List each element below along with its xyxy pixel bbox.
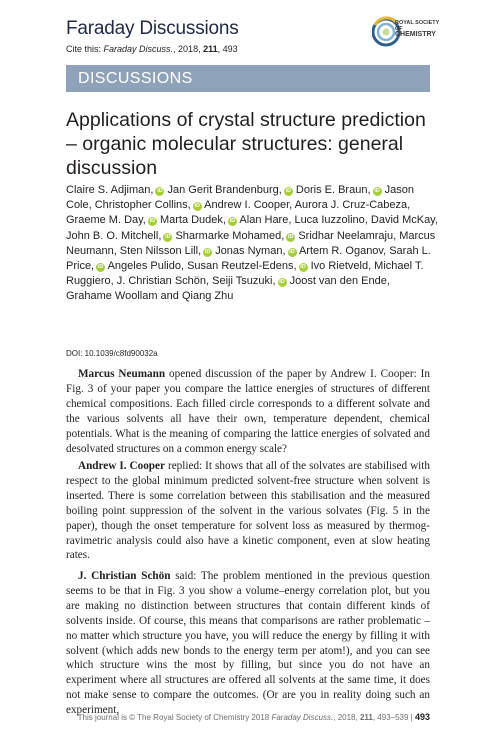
paragraph-text: opened discussion of the paper by Andrew I. Cooper: In Fig. 3 of your paper you compare the lattice energies of structures of different chemical compositions. Each filled circle corresponds to a different solvate and the various solvents all have their own, temperature dependent, chemical potentials. What is the meaning of comparing the lattice energies of solvated and desolvated structures on a common energy scale?: [66, 368, 430, 455]
author-name: Andrew I. Cooper, Aurora J. Cruz-Cabeza, Graeme M. Day,: [66, 199, 411, 227]
orcid-icon[interactable]: iD: [229, 218, 236, 225]
orcid-icon[interactable]: iD: [97, 264, 104, 271]
logo-line2: OF: [395, 26, 403, 32]
orcid-icon[interactable]: iD: [374, 188, 380, 194]
cite-year: , 2018,: [173, 44, 204, 54]
orcid-icon[interactable]: iD: [149, 218, 156, 225]
paragraph-text: replied: It shows that all of the solvates are stabilised with respect to the global minimum predicted solvent-free structure when solvent is inserted. There is some correlation between this stabilisation and the measured boiling point suppression of the solvent in the various solvates (Fig. 5 in the paper), though the onset temperature for solvent loss as measured by thermogravimetric analysis could also have a kinetic component, even at slow heating rates.: [66, 460, 430, 562]
orcid-icon[interactable]: iD: [165, 233, 171, 240]
discussion-paragraph: [66, 569, 430, 718]
discussion-paragraph: [66, 459, 430, 563]
author-list: [66, 183, 438, 305]
author-name: Doris E. Braun,: [295, 184, 371, 196]
author-name: Ivo Rietveld, Michael T. Ruggiero, J. Christian Schön, Seiji Tsuzuki,: [66, 260, 424, 288]
discussion-paragraph: [66, 367, 430, 456]
orcid-icon[interactable]: iD: [194, 203, 200, 210]
author-name: Sridhar Neelamraju, Marcus Neumann, Sten Nilsson Lill,: [66, 229, 436, 257]
orcid-icon[interactable]: iD: [285, 188, 292, 194]
orcid-icon[interactable]: iD: [157, 188, 163, 194]
orcid-icon[interactable]: iD: [204, 248, 211, 255]
author-name: Artem R. Oganov, Sarah L. Price,: [66, 244, 431, 273]
author-name: Alan Hare, Luca Iuzzolino, David McKay, John B. O. Mitchell,: [66, 214, 438, 242]
article-title: Applications of crystal structure prediction – organic molecular structures: general discussion: [66, 109, 426, 179]
author-name: Jason Cole, Christopher Collins,: [66, 184, 414, 212]
author-name: Jan Gerit Brandenburg,: [167, 184, 282, 196]
footer-prefix: This journal is © The Royal Society of Chemistry 2018: [77, 713, 272, 722]
cite-volume: 211: [203, 44, 218, 54]
footer-range: , 493–539 |: [372, 713, 415, 722]
cite-prefix: Cite this:: [66, 44, 104, 54]
footer-volume: 211: [359, 713, 373, 722]
rsc-logo-text: [395, 20, 455, 38]
cite-journal: Faraday Discuss.: [103, 44, 174, 54]
logo-line3: CHEMISTRY: [395, 31, 436, 38]
page-footer: [66, 712, 430, 722]
logo-line1: ROYAL SOCIETY: [395, 20, 440, 26]
author-name: Claire S. Adjiman,: [66, 184, 154, 196]
speaker-name: Andrew I. Cooper: [78, 460, 165, 472]
section-banner: [66, 65, 430, 92]
citation-line: [66, 44, 238, 54]
author-name: Sharmarke Mohamed,: [175, 229, 285, 242]
orcid-icon[interactable]: iD: [288, 233, 294, 240]
section-label: DISCUSSIONS: [78, 70, 193, 87]
author-name: Marta Dudek,: [159, 214, 226, 227]
speaker-name: Marcus Neumann: [78, 368, 166, 380]
page-number: 493: [414, 712, 430, 722]
footer-year: , 2018,: [333, 713, 360, 722]
orcid-icon[interactable]: iD: [279, 279, 285, 286]
author-name: Angeles Pulido, Susan Reutzel-Edens,: [107, 260, 297, 273]
orcid-icon[interactable]: iD: [300, 264, 306, 271]
speaker-name: J. Christian Schön: [78, 570, 171, 582]
footer-journal: Faraday Discuss.: [271, 713, 334, 722]
author-name: Jonas Nyman,: [215, 244, 286, 257]
doi[interactable]: DOI: 10.1039/c8fd90032a: [66, 349, 158, 358]
author-name: Joost van den Ende, Grahame Woollam and Qiang Zhu: [66, 275, 390, 303]
orcid-icon[interactable]: iD: [289, 248, 295, 255]
paragraph-text: said: The problem mentioned in the previous question seems to be that in Fig. 3 you show a volume–energy correlation plot, but you are making no distinction between structures that contain different kinds of solvents inside. Of course, this means that comparisons are rather problematic – no matter which structure you have, you will reduce the energy by filling it with solvent (which adds new bonds to the energy term per atom!), and you can see which structure wins the most by filling, but since you do not have an experiment where all structures are offered all solvents at the same time, it does not make sense to compare the outcomes. (Or are you in reality doing such an experiment,: [66, 570, 430, 717]
cite-page: , 493: [217, 44, 238, 54]
journal-name: Faraday Discussions: [66, 18, 239, 39]
